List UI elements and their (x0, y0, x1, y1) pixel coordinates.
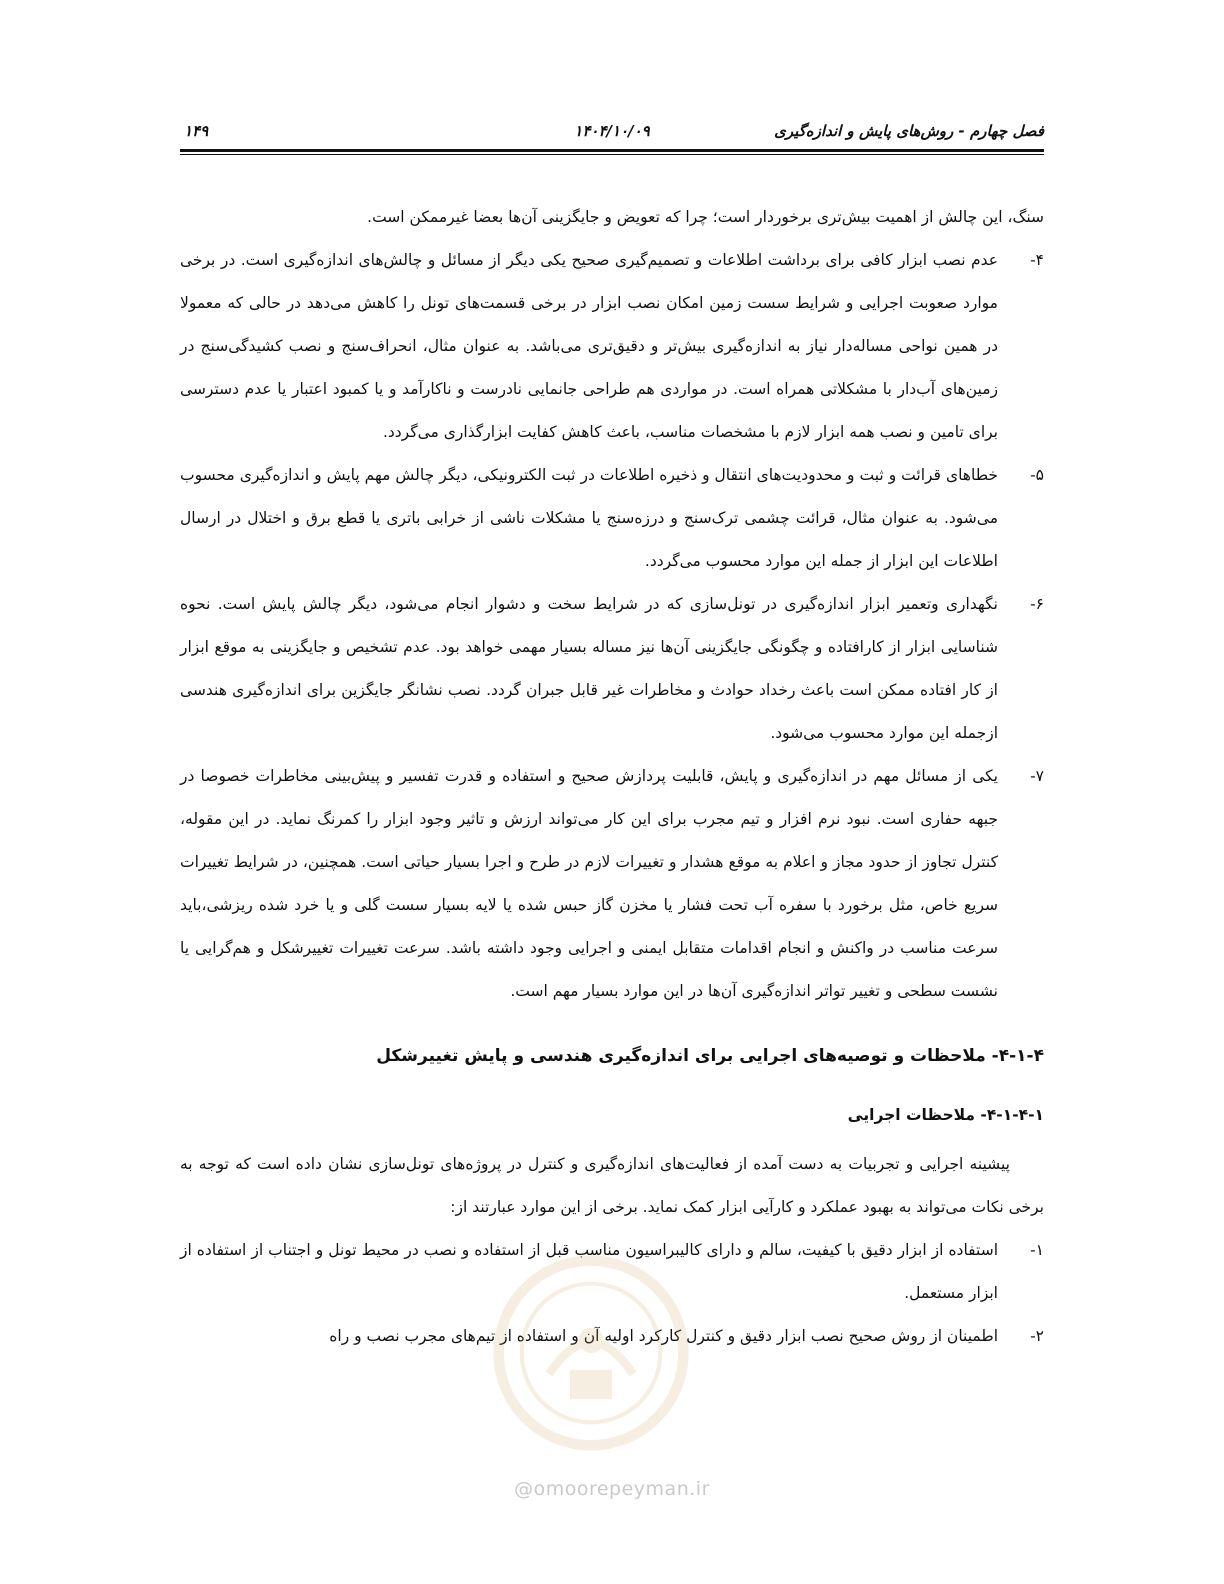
list-item-number: ۵- (1030, 466, 1044, 484)
list-item (180, 755, 1044, 1013)
list-item-text: نگهداری وتعمیر ابزار اندازه‌گیری در تونل‌سازی که در شرایط سخت و دشوار انجام می‌شود، دیگر چالش پایش است. نحوه شناسایی ابزار از کارافتاده و چگونگی جایگزینی آن‌ها نیز مساله بسیار مهمی خواهد بود. عدم تشخیص و جایگزینی به موقع ابزار از کار افتاده ممکن است باعث رخداد حوادث و مخاطرات غیر قابل جبران گردد. نصب نشانگر جایگزین برای اندازه‌گیری هندسی ازجمله این موارد محسوب می‌شود. (180, 595, 998, 742)
chapter-title: فصل چهارم - روش‌های پایش و اندازه‌گیری (774, 122, 1044, 140)
list-item-number: ۶- (1030, 595, 1044, 613)
subsection-heading: ۴-۱-۴-۱- ملاحظات اجرایی (847, 1106, 1044, 1124)
watermark-logo-icon (486, 1248, 696, 1458)
running-header (180, 118, 1044, 144)
body-text (180, 196, 1044, 1358)
list-item-text: اطمینان از روش صحیح نصب ابزار دقیق و کنترل کارکرد اولیه آن و استفاده از تیم‌های مجرب نصب و راه (329, 1327, 998, 1345)
list-item-number: ۲- (1030, 1327, 1044, 1345)
list-item (180, 239, 1044, 454)
header-date: ۱۴۰۴/۱۰/۰۹ (574, 122, 650, 140)
watermark-site: @omoorepeyman.ir (514, 1478, 710, 1500)
list-item-text: یکی از مسائل مهم در اندازه‌گیری و پایش، قابلیت پردازش صحیح و استفاده و قدرت تفسیر و پیش‌بینی مخاطرات خصوصا در جبهه حفاری است. نبود نرم افزار و تیم مجرب برای این کار می‌تواند ارزش و تاثیر وجود ابزار را کمرنگ نماید. در این مقوله، کنترل تجاوز از حدود مجاز و اعلام به موقع هشدار و تغییرات لازم در طرح و اجرا بسیار حیاتی است. همچنین، در شرایط تغییرات سریع خاص، مثل برخورد با سفره آب تحت فشار یا مخزن گاز حبس شده یا لایه بسیار سست گلی و یا خرد شده ریزشی،باید سرعت مناسب در واکنش و انجام اقدامات متقابل ایمنی و اجرایی وجود داشته باشد. سرعت تغییرات تغییرشکل و هم‌گرایی یا نشست سطحی و تغییر تواتر اندازه‌گیری آن‌ها در این موارد بسیار مهم است. (180, 767, 998, 1000)
list-item-text: خطاهای قرائت و ثبت و محدودیت‌های انتقال و ذخیره اطلاعات در ثبت الکترونیکی، دیگر چالش مهم پایش و اندازه‌گیری محسوب می‌شود. به عنوان مثال، قرائت چشمی ترک‌سنج و درزه‌سنج یا مشکلات ناشی از خرابی باتری یا قطع برق و اختلال در ارسال اطلاعات این ابزار از جمله این موارد محسوب می‌گردد. (180, 466, 998, 570)
list-item (180, 583, 1044, 755)
section-heading: ۴-۱-۴- ملاحظات و توصیه‌های اجرایی برای اندازه‌گیری هندسی و پایش تغییرشکل (376, 1046, 1044, 1066)
header-rule-thick (180, 149, 1044, 152)
list-item (180, 454, 1044, 583)
list-item-text: استفاده از ابزار دقیق با کیفیت، سالم و دارای کالیبراسیون مناسب قبل از استفاده و نصب در محیط تونل و اجتناب از استفاده از ابزار مستعمل. (180, 1241, 998, 1302)
header-rule-thin (180, 154, 1044, 155)
challenge-list (180, 239, 1044, 1013)
page-number: ۱۴۹ (184, 122, 209, 140)
intro-paragraph: پیشینه اجرایی و تجربیات به دست آمده از فعالیت‌های اندازه‌گیری و کنترل در پروژه‌های تونل‌سازی نشان داده است که توجه به برخی نکات می‌تواند به بهبود عملکرد و کارآیی ابزار کمک نماید. برخی از این موارد عبارتند از: (180, 1155, 1044, 1216)
list-item-number: ۴- (1030, 251, 1044, 269)
intro-line: سنگ، این چالش از اهمیت بیش‌تری برخوردار است؛ چرا که تعویض و جایگزینی آن‌ها بعضا غیرممکن است. (367, 208, 1044, 226)
list-item-number: ۱- (1030, 1241, 1044, 1259)
list-item-number: ۷- (1030, 767, 1044, 785)
list-item-text: عدم نصب ابزار کافی برای برداشت اطلاعات و تصمیم‌گیری صحیح یکی دیگر از مسائل و چالش‌های اندازه‌گیری است. در برخی موارد صعوبت اجرایی و شرایط سست زمین امکان نصب ابزار در برخی قسمت‌های تونل را کاهش می‌دهد در حالی که معمولا در همین نواحی مساله‌دار نیاز به اندازه‌گیری بیش‌تر و دقیق‌تری می‌باشد. به عنوان مثال، انحراف‌سنج و نصب کشیدگی‌سنج در زمین‌های آب‌دار با مشکلاتی همراه است. در مواردی هم طراحی جانمایی نادرست و ناکارآمد و یا کمبود اعتبار یا عدم دسترسی برای تامین و نصب همه ابزار لازم با مشخصات مناسب، باعث کاهش کفایت ابزارگذاری می‌گردد. (180, 251, 998, 441)
